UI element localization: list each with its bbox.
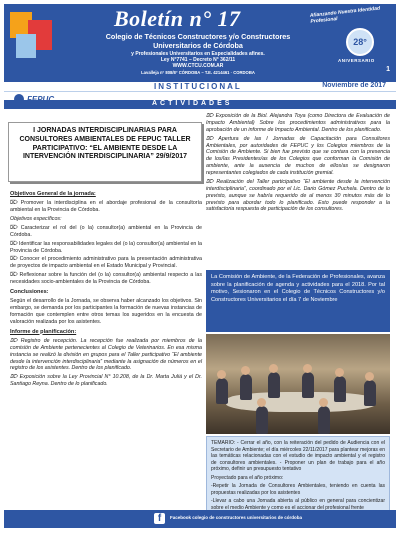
institucional-band bbox=[4, 82, 396, 92]
institucional-label: INSTITUCIONAL bbox=[154, 82, 242, 91]
informe-item-1: ⌦ Registro de recepción. La recepción fue realizada por miembros de la comisión de Ambiente pertenecientes al Colegio de Veterinarios. En esa misma instancia se realizó la división en grupos para el Taller participativo “El ambiente desde la intervención interdisciplinaria” mediante la asignación de números en el registro de los asistentes. Dentro de los planificado. bbox=[10, 337, 202, 372]
conclusiones-heading: Conclusiones: bbox=[10, 288, 49, 295]
temario-text: TEMARIO: - Cerrar el año, con la reiteración del pedido de Audiencia con el Secretario de Ambiente; el día miércoles 22/11/2017 para plantear mejoras en las temáticas relacionadas con el estudio de impacto ambiental y el registro de consultores ambientales. - Proponer un plan de trabajo para el año próximo, definir un presupuesto tentativo bbox=[211, 440, 385, 472]
page-number: 1 bbox=[386, 66, 390, 73]
header-line-1: Colegio de Técnicos Constructores y/o Constructores bbox=[105, 32, 291, 41]
informe-heading: Informe de planificación: bbox=[10, 328, 77, 335]
objetivo-1: ⌦ Caracterizar el rol del (o la) consultor(a) ambiental en la Provincia de Córdoba. bbox=[10, 224, 202, 238]
identity-stamp: Afianzando Nuestra Identidad Profesional bbox=[309, 5, 381, 25]
issue-date: Noviembre de 2017 bbox=[322, 82, 386, 89]
objetivo-2: ⌦ Identificar las responsabilidades legales del (o la) consultor(a) ambiental en la Provincia de Córdoba. bbox=[10, 240, 202, 254]
objetivo-general: ⌦ Promover la interdisciplina en el abordaje profesional de la consultoría ambiental en la Provincia de Córdoba. bbox=[10, 200, 202, 214]
anniversary-number: 28° bbox=[346, 28, 374, 56]
objetivo-3: ⌦ Conocer el procedimiento administrativo para la presentación administrativa de proyectos de impacto ambiental en el Estado Municipal y Provincial. bbox=[10, 256, 202, 270]
left-column bbox=[10, 188, 202, 388]
conclusiones-text: Según el desarrollo de la Jornada, se observa haber alcanzado los objetivos. Sin embargo, se demanda por los participantes la formación de nuevas instancias de formación que contemplen entre otros temas los sugeridos en la encuesta de valoración realizada por los asistentes. bbox=[10, 298, 202, 325]
header-banner bbox=[4, 4, 396, 82]
anniversary-badge bbox=[304, 5, 390, 70]
objetivos-especificos-heading: Objetivos específicos: bbox=[10, 216, 62, 223]
meeting-photo bbox=[206, 334, 390, 434]
actividades-label: ACTIVIDADES bbox=[152, 100, 233, 107]
header-website: WWW.CTCU.COM.AR bbox=[172, 63, 224, 69]
fepuc-globe-icon bbox=[14, 94, 24, 104]
ctcu-logo-icon bbox=[8, 10, 54, 62]
anniversary-label: ANIVERSARIO bbox=[338, 58, 375, 63]
bulletin-title: Boletín n° 17 bbox=[114, 6, 241, 31]
objetivo-4: ⌦ Reflexionar sobre la función del (o la) consultor(a) ambiental respecto a las necesidades socio-ambientales de la Provincia de Córdoba. bbox=[10, 272, 202, 286]
facebook-icon[interactable]: f bbox=[154, 513, 165, 524]
informe-item-2: ⌦ Exposición sobre la Ley Provincial N° 10.208, de la Dr. Marta Juliá y el Dr. Santiago Reyna. Dentro de lo planificado. bbox=[10, 374, 202, 388]
header-line-2: Universitarios de Córdoba bbox=[153, 41, 243, 50]
header-line-4: Ley N°7741 – Decreto N° 362/11 bbox=[160, 57, 236, 63]
header-address: Lavalleja n° 808/8° CÓRDOBA – T.E. 4214461 · CORDOBA bbox=[141, 70, 255, 75]
fepuc-logo bbox=[14, 92, 74, 106]
article-title: I JORNADAS INTERDISCIPLINARIAS PARA CONSULTORES AMBIENTALES DE FEPUC TALLER PARTICIPATIVO: “EL AMBIENTE DESDE LA INTERVENCIÓN INTERDISCIPLINARIA” 29/9/2017 bbox=[8, 122, 202, 182]
facebook-link[interactable]: Facebook colegio de constructores universitarios de córdoba bbox=[170, 515, 303, 520]
objetivos-heading: Objetivos General de la jornada: bbox=[10, 191, 96, 197]
comision-ambiente-box: La Comisión de Ambiente, de la Federación de Profesionales, avanza sobre la planificación de agenda y actividades para el 2018. Por tal motivo, Sesionaron en el Colegio de Técnicos Constructores y/o Constructores Universitarios el día 7 de Noviembre bbox=[206, 270, 390, 332]
right-column bbox=[206, 113, 390, 215]
right-item-2: ⌦ Apertura de las I Jornadas de Capacitación para Consultores Ambientales, por autoridades de FEPUC y los Colegios miembros de la Comisión de Ambiente. Si bien fue previsto que se contara con la presencia de los/las Presidentes/as de los Colegios que conforman la Comisión de ambiente, ante la ausencia de muchos de ellos/as se designaron representantes colegiados de cada institución gremial. bbox=[206, 135, 390, 176]
header-line-3: y Profesionales Universitarios en Especialidades afines. bbox=[131, 51, 265, 57]
right-item-3: ⌦ Realización del Taller participativo “El ambiente desde la intervención interdisciplinaria”, coordinado por el Lic. Dario Gómez Puchela. Dentro de lo previsto, aunque se habría requerido de al menos 30 minutos más de lo previsto para abordar todo lo planificado. Esto puede responder a la satisfactoria respuesta de participación de los consultores. bbox=[206, 178, 390, 213]
right-item-1: ⌦ Exposición de la Biol. Alejandra Toya (como Directora de Evaluación de Impacto Ambiental) Sobre los procedimientos administrativos para la aprobación de un informe de Impacto Ambiental. Dentro de los planificado. bbox=[206, 113, 390, 133]
proyectado-heading: Proyectado para el año próximo: bbox=[211, 474, 284, 481]
proyectado-item-2: -Llevar a cabo una Jornada abierta al público en general para concientizar sobre el medio Ambiente y como es el accionar del profesional frente bbox=[211, 498, 385, 511]
fepuc-label: FEPUC bbox=[27, 94, 55, 104]
proyectado-item-1: -Repetir la Jornada de Consultores Ambientales, teniendo en cuenta las propuestas realizadas por los asistentes bbox=[211, 483, 385, 496]
